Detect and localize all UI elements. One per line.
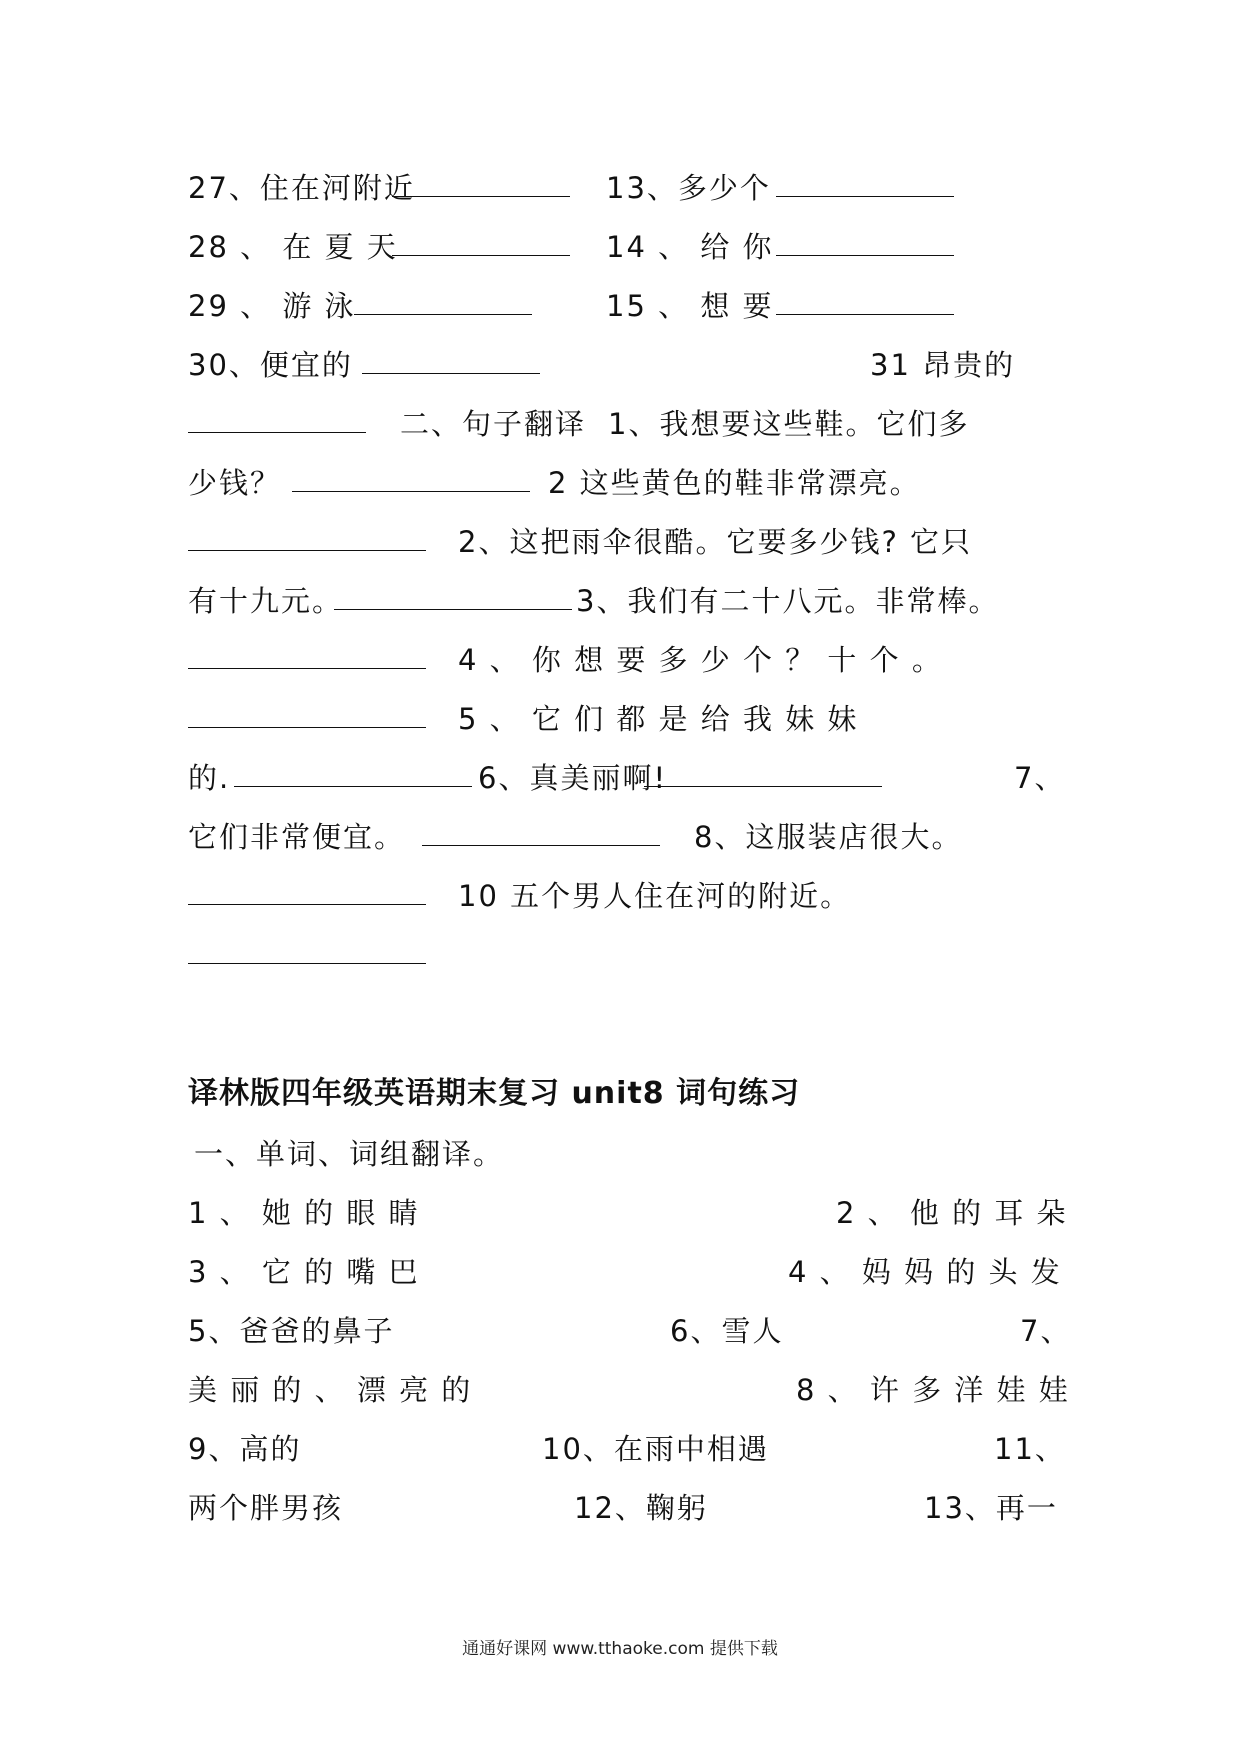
vocab-item-13: 13、多少个: [606, 171, 771, 205]
answer-blank[interactable]: [188, 727, 426, 728]
sentence-4: 3、我们有二十八元。非常棒。: [576, 584, 1000, 618]
answer-blank[interactable]: [292, 491, 530, 492]
unit8-item-11: 两个胖男孩: [188, 1491, 344, 1525]
unit8-title: 译林版四年级英语期末复习 unit8 词句练习: [188, 1076, 801, 1111]
unit8-item-2: 2 、 他 的 耳 朵: [836, 1196, 1068, 1230]
sentence-line-4: [188, 573, 1058, 627]
answer-blank[interactable]: [392, 255, 570, 256]
unit8-item-11-number: 11、: [994, 1432, 1066, 1466]
unit8-row-4: [188, 1362, 1070, 1416]
vocab-item-15: 15 、 想 要: [606, 289, 774, 323]
answer-blank[interactable]: [362, 373, 540, 374]
sentence-line-8: [188, 809, 1058, 863]
sentence-6: 5 、 它 们 都 是 给 我 妹 妹: [458, 702, 859, 736]
answer-blank[interactable]: [354, 314, 532, 315]
unit8-item-9: 9、高的: [188, 1432, 302, 1466]
vocab-row-29: [188, 278, 1058, 332]
answer-blank[interactable]: [422, 845, 660, 846]
sentence-1-end: 少钱？: [188, 466, 282, 500]
sentence-line-6: [188, 691, 1058, 745]
answer-blank[interactable]: [188, 432, 366, 433]
sentence-8: 它们非常便宜。: [188, 820, 406, 854]
sentence-line-7: [188, 750, 1066, 804]
sentence-line-1: [188, 396, 1058, 450]
unit8-row-3: [188, 1303, 1072, 1357]
answer-blank[interactable]: [188, 668, 426, 669]
sentence-line-10: [188, 927, 1058, 981]
unit8-item-4: 4 、 妈 妈 的 头 发: [788, 1255, 1062, 1289]
sentence-line-2: [188, 455, 1058, 509]
vocab-item-27: 27、住在河附近: [188, 171, 415, 205]
answer-blank[interactable]: [188, 550, 426, 551]
sentence-6-end: 的.: [188, 761, 231, 795]
unit8-item-13: 13、再一: [924, 1491, 1058, 1525]
sentence-line-9: [188, 868, 1058, 922]
unit8-row-2: [188, 1244, 1062, 1298]
unit8-item-12: 12、鞠躬: [574, 1491, 708, 1525]
vocab-row-30: [188, 337, 1058, 391]
sentence-9: 8、这服装店很大。: [694, 820, 963, 854]
vocab-item-29: 29 、 游 泳: [188, 289, 356, 323]
sentence-line-5: [188, 632, 1058, 686]
sentence-8-number: 7、: [1014, 761, 1066, 795]
vocab-item-28: 28 、 在 夏 天: [188, 230, 398, 264]
sentence-5: 4 、 你 想 要 多 少 个 ？ 十 个 。: [458, 643, 943, 677]
page-footer: 通通好课网 www.tthaoke.com 提供下载: [462, 1639, 778, 1659]
answer-blank[interactable]: [334, 609, 572, 610]
unit8-item-7-number: 7、: [1020, 1314, 1072, 1348]
answer-blank[interactable]: [188, 963, 426, 964]
answer-blank[interactable]: [776, 196, 954, 197]
unit8-item-8: 8 、 许 多 洋 娃 娃: [796, 1373, 1070, 1407]
unit8-subheading-line: [188, 1126, 1058, 1180]
unit8-item-5: 5、爸爸的鼻子: [188, 1314, 395, 1348]
sentence-10: 10 五个男人住在河的附近。: [458, 879, 852, 913]
unit8-subheading: 一、单词、词组翻译。: [194, 1137, 505, 1171]
unit8-row-1: [188, 1185, 1068, 1239]
answer-blank[interactable]: [392, 196, 570, 197]
vocab-row-27: [188, 160, 1058, 214]
unit8-item-6: 6、雪人: [670, 1314, 784, 1348]
vocab-item-30: 30、便宜的: [188, 348, 353, 382]
vocab-item-14: 14 、 给 你: [606, 230, 774, 264]
sentence-2: 2 这些黄色的鞋非常漂亮。: [548, 466, 921, 500]
answer-blank[interactable]: [776, 314, 954, 315]
sentence-7: 6、真美丽啊!: [478, 761, 668, 795]
sentence-3: 2、这把雨伞很酷。它要多少钱? 它只: [458, 525, 973, 559]
answer-blank[interactable]: [776, 255, 954, 256]
vocab-item-31: 31 昂贵的: [870, 348, 1016, 382]
unit8-item-1: 1 、 她 的 眼 睛: [188, 1196, 420, 1230]
answer-blank[interactable]: [188, 904, 426, 905]
sentence-line-3: [188, 514, 1058, 568]
section-heading-sentences: 二、句子翻译: [400, 407, 587, 441]
unit8-item-7: 美 丽 的 、 漂 亮 的: [188, 1373, 473, 1407]
unit8-item-10: 10、在雨中相遇: [542, 1432, 769, 1466]
answer-blank[interactable]: [644, 786, 882, 787]
unit8-row-5: [188, 1421, 1066, 1475]
unit8-row-6: [188, 1480, 1058, 1534]
sentence-3-end: 有十九元。: [188, 584, 344, 618]
vocab-row-28: [188, 219, 1058, 273]
answer-blank[interactable]: [234, 786, 472, 787]
sentence-1: 1、我想要这些鞋。它们多: [608, 407, 970, 441]
unit8-item-3: 3 、 它 的 嘴 巴: [188, 1255, 420, 1289]
